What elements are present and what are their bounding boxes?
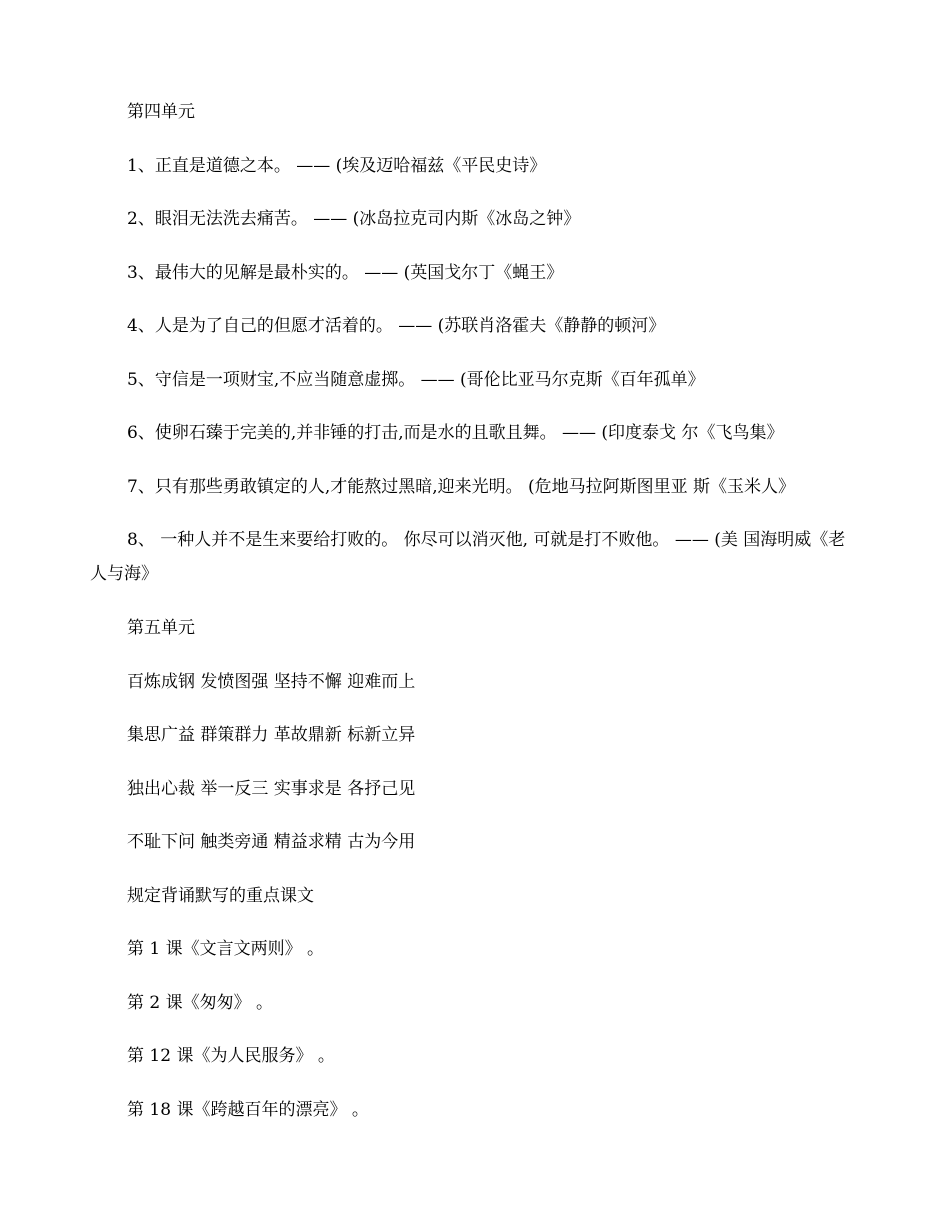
lesson-1: 第 1 课《文言文两则》 。 — [127, 939, 325, 959]
quote-2: 2、眼泪无法洗去痛苦。 —— (冰岛拉克司内斯《冰岛之钟》 — [127, 209, 581, 229]
lesson-12: 第 12 课《为人民服务》 。 — [127, 1046, 335, 1066]
quote-7: 7、只有那些勇敢镇定的人,才能熬过黑暗,迎来光明。 (危地马拉阿斯图里亚 斯《玉米人》 — [127, 477, 796, 497]
lesson-18: 第 18 课《跨越百年的漂亮》 。 — [127, 1100, 369, 1120]
unit5-heading: 第五单元 — [127, 618, 195, 638]
idioms-line-3: 独出心裁 举一反三 实事求是 各抒己见 — [127, 779, 416, 799]
quote-5: 5、守信是一项财宝,不应当随意虚掷。 —— (哥伦比亚马尔克斯《百年孤单》 — [127, 370, 705, 390]
quote-8: 8、 一种人并不是生来要给打败的。 你尽可以消灭他, 可就是打不败他。 —— (美 国海明威《老人与海》 — [90, 530, 846, 584]
quote-4: 4、人是为了自己的但愿才活着的。 —— (苏联肖洛霍夫《静静的顿河》 — [127, 316, 666, 336]
recitation-heading: 规定背诵默写的重点课文 — [127, 886, 314, 906]
lesson-2: 第 2 课《匆匆》 。 — [127, 993, 274, 1013]
idioms-line-2: 集思广益 群策群力 革故鼎新 标新立异 — [127, 725, 416, 745]
quote-1: 1、正直是道德之本。 —— (埃及迈哈福兹《平民史诗》 — [127, 156, 547, 176]
quote-6: 6、使卵石臻于完美的,并非锤的打击,而是水的且歌且舞。 —— (印度泰戈 尔《飞鸟集》 — [127, 423, 784, 443]
unit4-heading: 第四单元 — [127, 102, 195, 122]
idioms-line-1: 百炼成钢 发愤图强 坚持不懈 迎难而上 — [127, 672, 416, 692]
idioms-line-4: 不耻下问 触类旁通 精益求精 古为今用 — [127, 832, 416, 852]
quote-3: 3、最伟大的见解是最朴实的。 —— (英国戈尔丁《蝇王》 — [127, 263, 564, 283]
